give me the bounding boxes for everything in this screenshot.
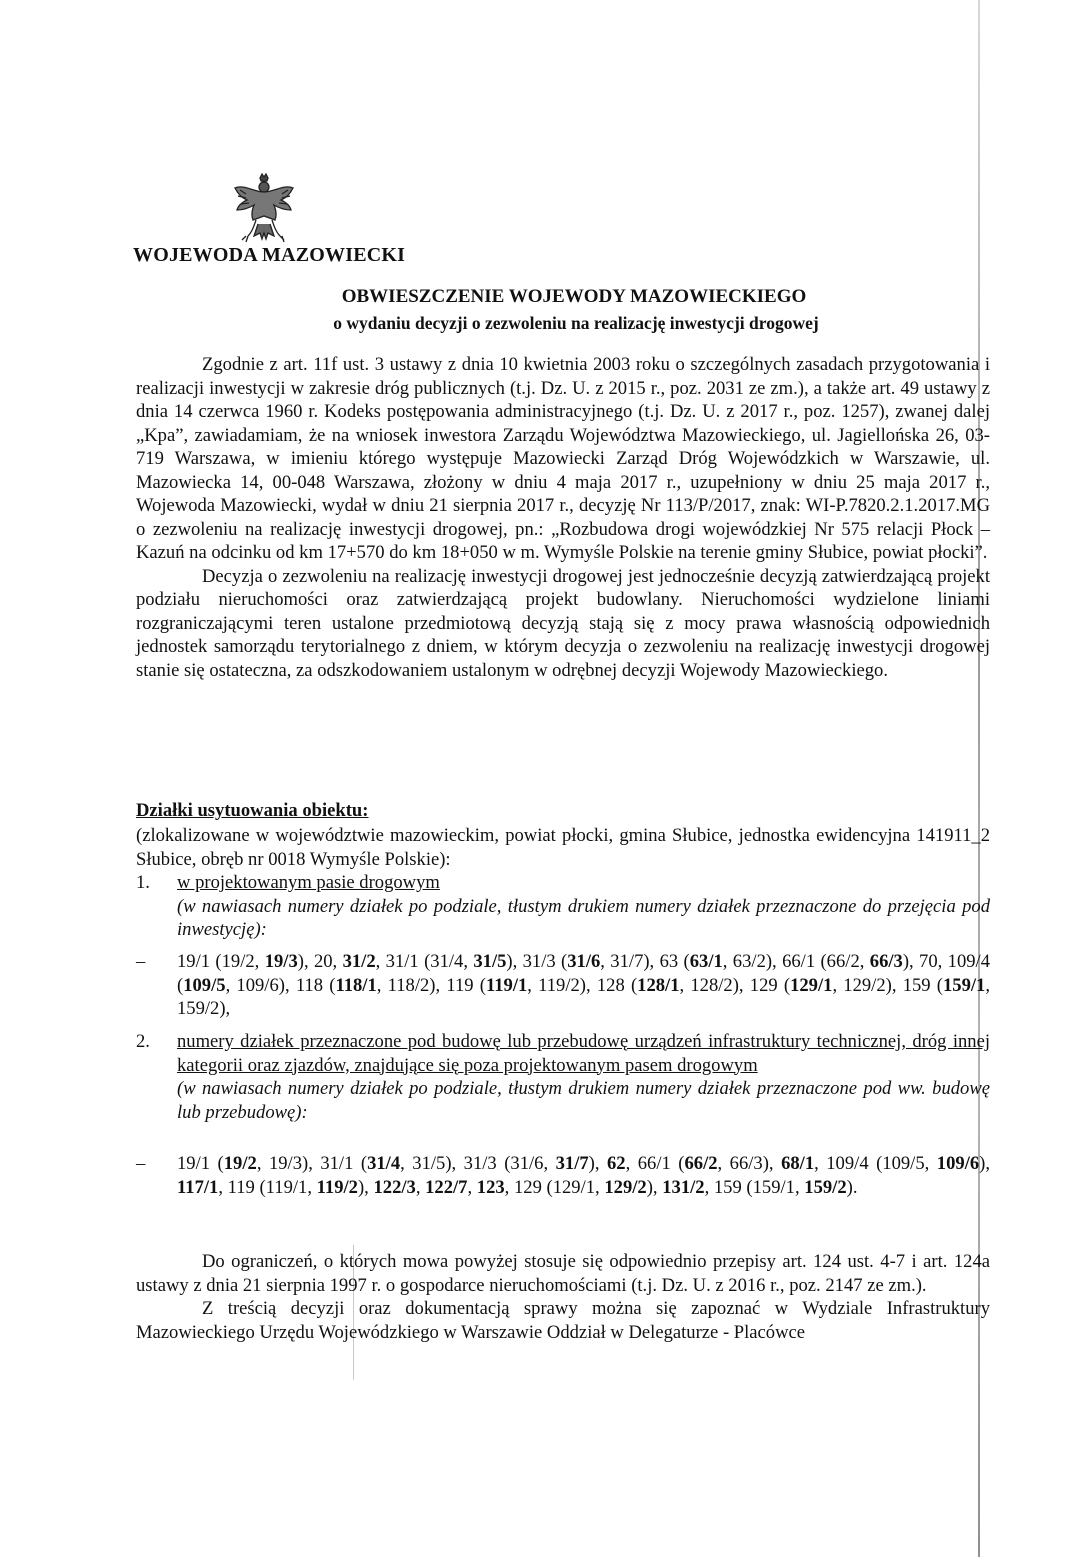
parcels-list-row [136,950,990,1021]
legal-basis-paragraph: Zgodnie z art. 11f ust. 3 ustawy z dnia 10 kwietnia 2003 roku o szczególnych zasadach przygotowania i realizacji inwestycji w zakresie dróg publicznych (t.j. Dz. U. z 2015 r., poz. 2031 ze zm.), a także art. 49 ustawy z dnia 14 czerwca 1960 r. Kodeks postępowania administracyjnego (t.j. Dz. U. z 2017 r., poz. 1257), zwanej dalej „Kpa”, zawiadamiam, że na wniosek inwestora Zarządu Województwa Mazowieckiego, ul. Jagiellońska 26, 03-719 Warszawa, w imieniu którego występuje Mazowiecki Zarząd Dróg Wojewódzkich w Warszawie, ul. Mazowiecka 14, 00-048 Warszawa, złożony w dniu 4 maja 2017 r., uzupełniony w dniu 25 maja 2017 r., Wojewoda Mazowiecki, wydał w dniu 21 sierpnia 2017 r., decyzję Nr 113/P/2017, znak: WI-P.7820.2.1.2017.MG o zezwoleniu na realizację inwestycji drogowej, pn.: „Rozbudowa drogi wojewódzkiej Nr 575 relacji Płock – Kazuń na odcinku od km 17+570 do km 18+050 w m. Wymyśle Polskie na terenie gminy Słubice, powiat płocki”. [136,354,990,563]
list-item-heading: w projektowanym pasie drogowym [177,872,440,893]
list-item-note: (w nawiasach numery działek po podziale, tłustym drukiem numery działek przeznaczone pod ww. budowę lub przebudowę): [177,1078,990,1123]
document-title-block [133,284,993,336]
parcel-number-bold: 131/2 [662,1176,705,1198]
eagle-emblem-icon [232,172,296,244]
closing-section [136,1250,990,1344]
document-subtitle: o wydaniu decyzji o zezwoleniu na realizację inwestycji drogowej [333,313,819,333]
parcel-number-bold: 66/2 [684,1153,718,1174]
parcel-number-text: , 129 (129/1, [504,1176,605,1198]
parcel-number-text: ), [588,1153,607,1174]
parcel-number-bold: 31/5 [473,951,507,972]
parcel-number-bold: 123 [476,1176,505,1198]
parcel-number-bold: 68/1 [781,1153,815,1174]
parcel-number-bold: 129/1 [790,974,833,996]
parcel-number-text: , 31/7), 63 ( [600,951,690,972]
parcel-number-text: ), 70, 109/4 ( [177,951,990,996]
parcel-number-text: , 31/1 (31/4, [375,951,474,972]
parcel-number-text: 19/1 (19/2, [177,951,265,972]
parcel-number-text: , 119 (119/1, [218,1176,317,1198]
parcel-number-bold: 63/1 [689,951,723,972]
parcel-number-text: , 66/1 ( [625,1153,685,1174]
list-item [136,1030,990,1124]
parcel-number-text: ), 20, [297,951,343,972]
parcel-number-bold: 122/7 [425,1176,468,1198]
parcel-number-bold: 31/4 [367,1153,401,1174]
issuing-authority: WOJEWODA MAZOWIECKI [133,244,406,266]
parcel-numbers [177,950,990,1021]
parcel-number-bold: 118/1 [335,974,377,996]
parcel-number-text: 19/1 ( [177,1153,224,1174]
parcel-number-bold: 117/1 [177,1176,219,1198]
parcel-number-bold: 129/2 [604,1176,647,1198]
dash-marker: – [136,951,146,972]
list-item-note: (w nawiasach numery działek po podziale, tłustym drukiem numery działek przeznaczone do przejęcia pod inwestycję): [177,895,990,940]
intro-section [136,353,990,682]
parcel-number-bold: 109/5 [183,974,226,996]
parcel-number-text: , 31/5), 31/3 (31/6, [400,1153,556,1174]
parcel-number-text: , 129/2), 159 ( [832,974,943,996]
parcel-number-text: , 159 (159/1, [704,1176,805,1198]
parcel-number-text: , 118/2), 119 ( [376,974,486,996]
parcel-number-bold: 119/2 [316,1176,358,1198]
parcel-number-bold: 122/3 [373,1176,416,1198]
list-item [136,871,990,942]
parcel-number-text: ), [357,1176,374,1198]
parcel-number-text: , 119/2), 128 ( [527,974,638,996]
parcel-number-text: , 63/2), 66/1 (66/2, [722,951,870,972]
parcel-number-text: , 19/3), 31/1 ( [256,1153,368,1174]
parcel-number-bold: 31/7 [555,1153,589,1174]
parcel-number-text: , 159/2), [177,974,991,1019]
document-title: OBWIESZCZENIE WOJEWODY MAZOWIECKIEGO [341,286,807,307]
parcel-number-bold: 19/2 [223,1153,257,1174]
list-item-number: 1. [136,872,150,893]
parcel-number-bold: 62 [607,1153,626,1174]
parcel-number-text: ), [979,1153,990,1174]
restrictions-paragraph: Do ograniczeń, o których mowa powyżej stosuje się odpowiednio przepisy art. 124 ust. 4-7 i art. 124a ustawy z dnia 21 sierpnia 1997 r. o gospodarce nieruchomościami (t.j. Dz. U. z 2016 r., poz. 2147 ze zm.). [136,1251,990,1296]
parcel-number-bold: 159/2 [804,1176,847,1198]
parcel-number-text: , 109/4 (109/5, [814,1153,937,1174]
parcels-section-heading: Działki usytuowania obiektu: [136,800,369,821]
access-paragraph: Z treścią decyzji oraz dokumentacją sprawy można się zapoznać w Wydziale Infrastruktury Mazowieckiego Urzędu Wojewódzkiego w Warszawie Oddział w Delegaturze - Placówce [136,1298,990,1343]
parcel-number-text: , [467,1176,477,1198]
list-item-number: 2. [136,1031,150,1052]
parcel-number-bold: 66/3 [869,951,903,972]
dash-marker: – [136,1153,146,1174]
parcel-number-text: , 128/2), 129 ( [679,974,791,996]
parcel-number-bold: 31/2 [342,951,376,972]
parcels-list-row [136,1152,990,1199]
parcel-number-text: , 66/3), [717,1153,782,1174]
decision-effect-paragraph: Decyzja o zezwoleniu na realizację inwestycji drogowej jest jednocześnie decyzją zatwierdzającą projekt podziału nieruchomości oraz zatwierdzającą projekt budowlany. Nieruchomości wydzielone liniami rozgraniczającymi teren ustalone przedmiotową decyzją stają się z mocy prawa własnością odpowiednich jednostek samorządu terytorialnego z dniem, w którym decyzja o zezwoleniu na realizację inwestycji drogowej stanie się ostateczna, za odszkodowaniem ustalonym w odrębnej decyzji Wojewody Mazowieckiego. [136,565,990,681]
parcel-number-text: , 109/6), 118 ( [225,974,336,996]
parcel-number-bold: 19/3 [264,951,298,972]
parcel-number-bold: 159/1 [943,974,986,996]
list-item-heading: numery działek przeznaczone pod budowę lub przebudowę urządzeń infrastruktury technicznej, dróg innej kategorii oraz zjazdów, znajdujące się poza projektowanym pasem drogowym [177,1031,990,1076]
parcel-number-text: , [415,1176,426,1198]
parcel-numbers [177,1152,990,1199]
parcel-number-bold: 119/1 [485,974,528,996]
parcel-number-text: ), [646,1176,663,1198]
parcel-number-text: ), 31/3 ( [506,951,568,972]
parcel-number-bold: 128/1 [637,974,680,996]
parcel-number-bold: 31/6 [567,951,601,972]
parcel-number-bold: 109/6 [936,1153,980,1174]
parcel-number-text: ). [846,1176,858,1198]
parcels-location-note: (zlokalizowane w województwie mazowieckim, powiat płocki, gmina Słubice, jednostka ewidencyjna 141911_2 Słubice, obręb nr 0018 Wymyśle Polskie): [136,825,990,870]
